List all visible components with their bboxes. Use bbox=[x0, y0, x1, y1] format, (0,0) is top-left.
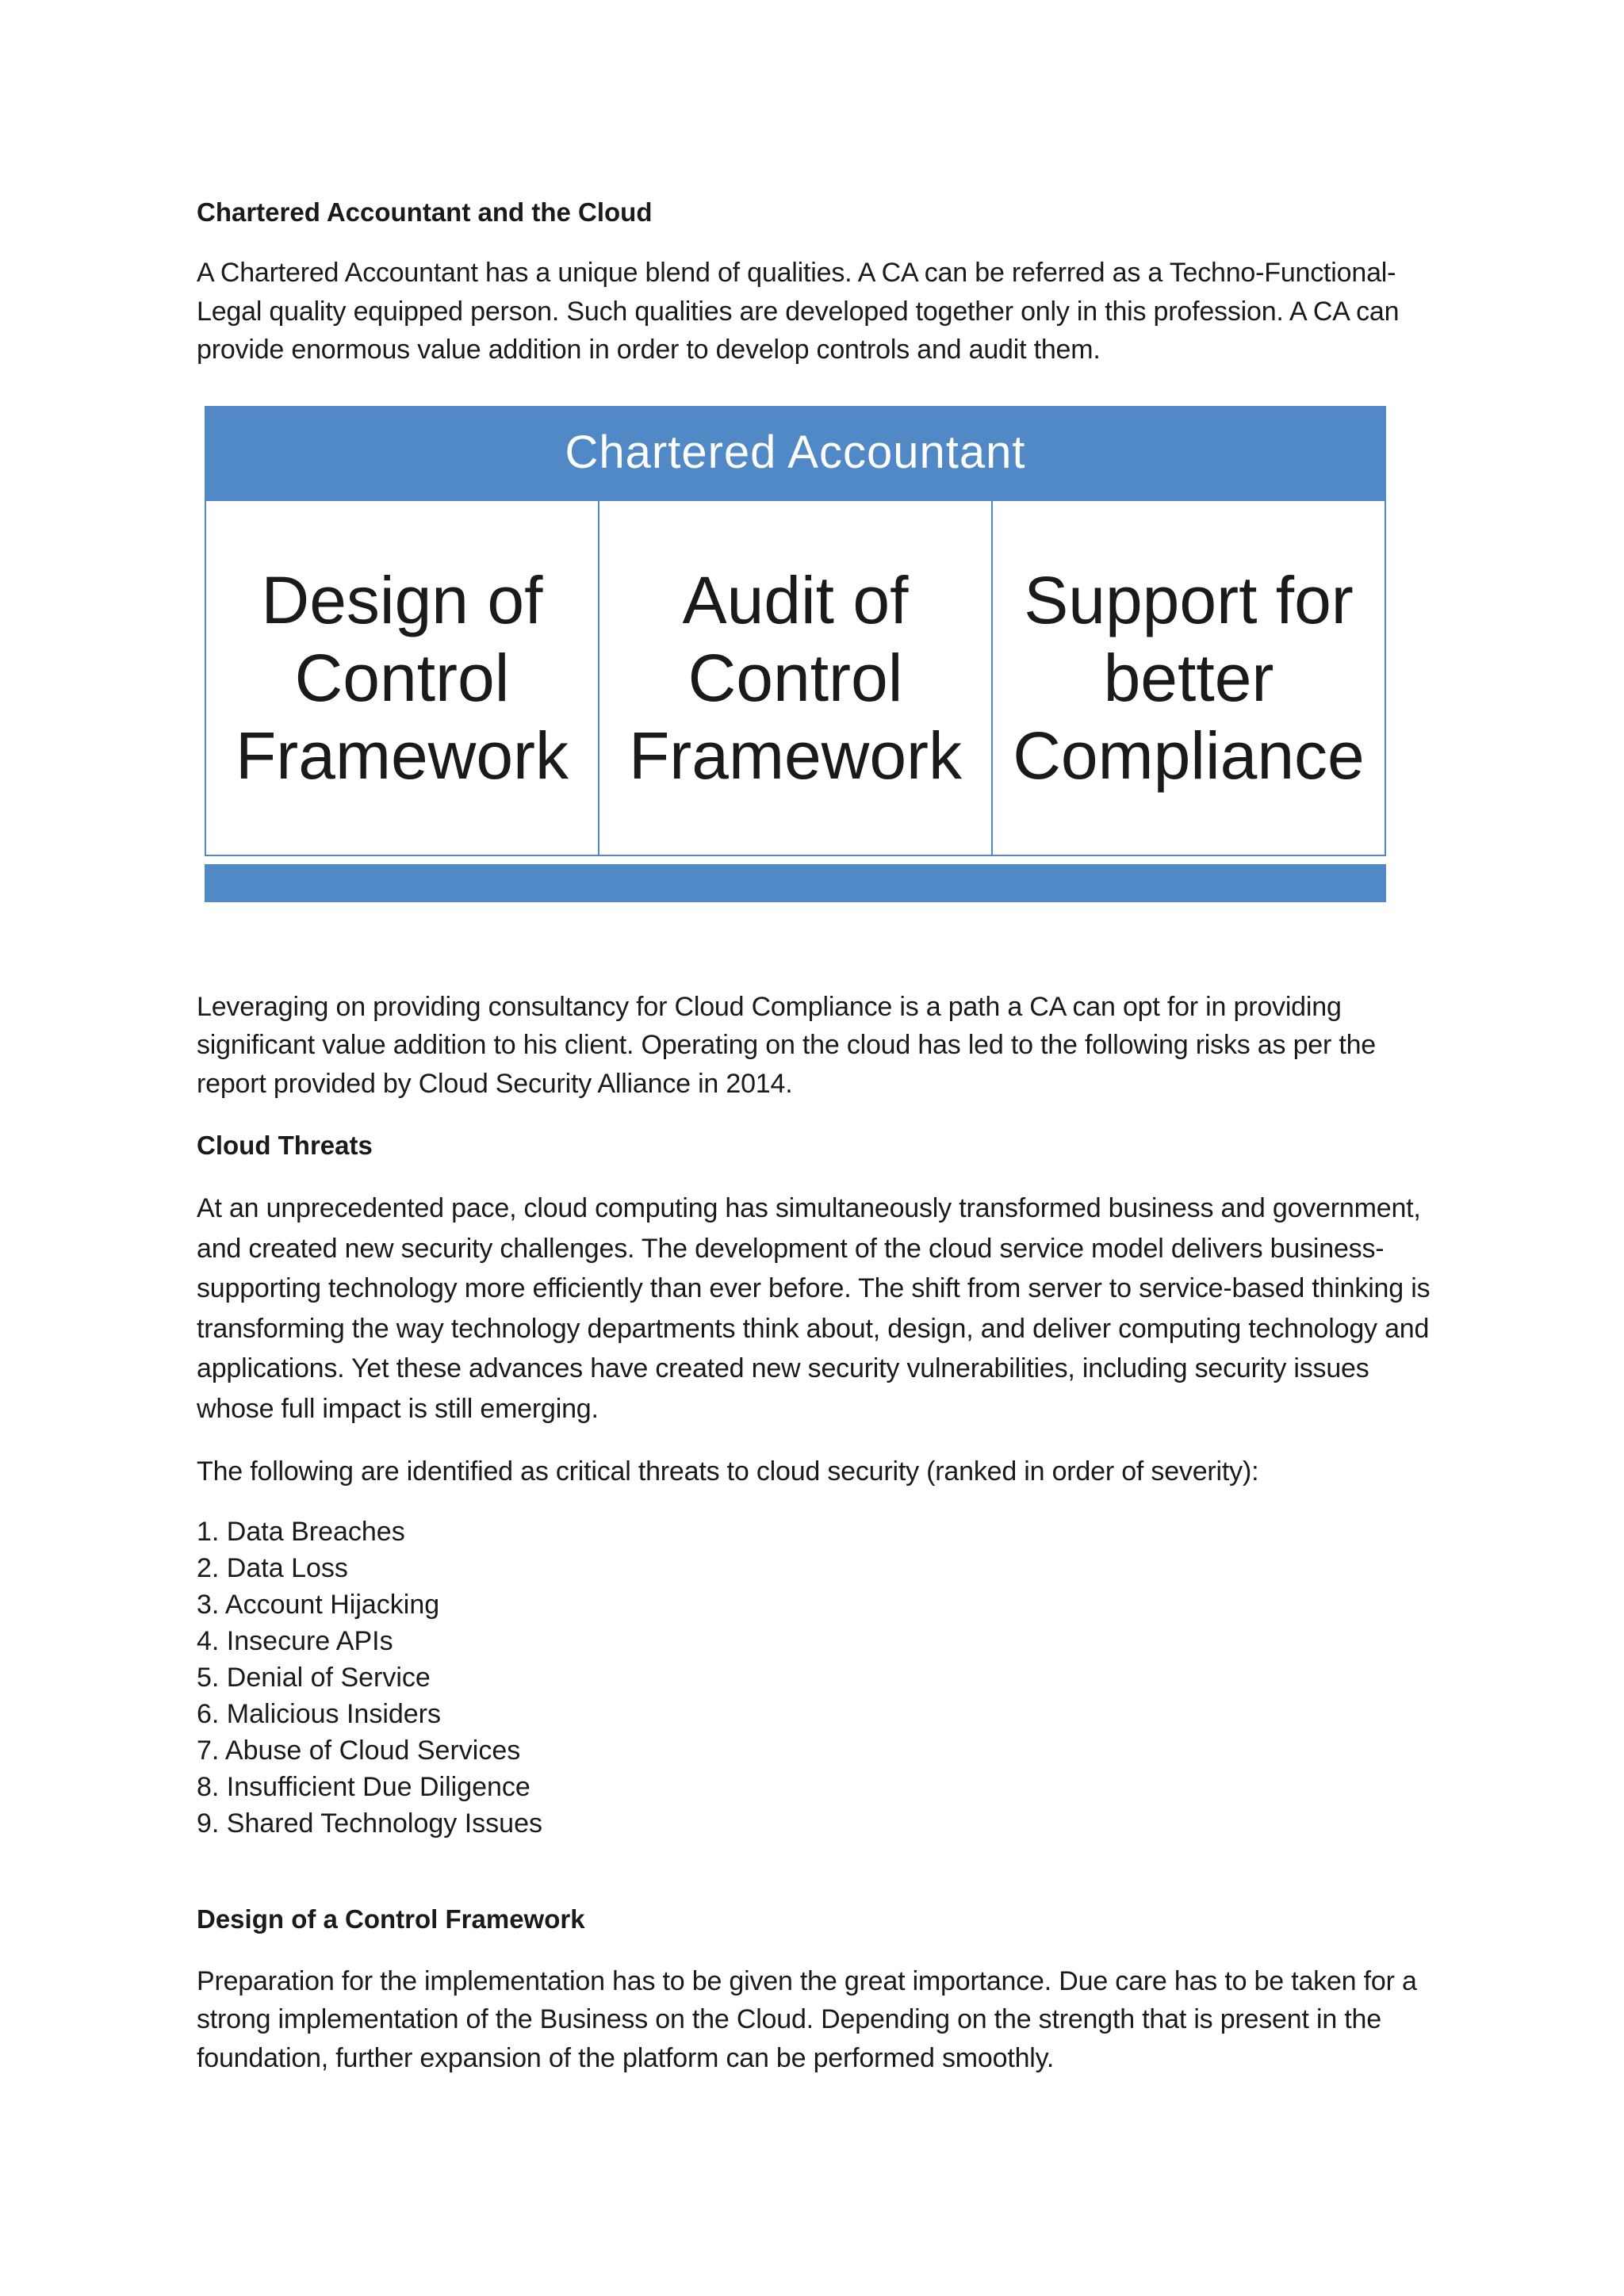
list-item: 8. Insufficient Due Diligence bbox=[197, 1771, 530, 1802]
box-text-line: Audit of bbox=[682, 562, 909, 637]
list-item: 2. Data Loss bbox=[197, 1552, 348, 1583]
section-heading-control-framework: Design of a Control Framework bbox=[197, 1904, 585, 1934]
box-text-line: Design of bbox=[261, 562, 543, 637]
section-paragraph: Leveraging on providing consultancy for Cloud Compliance is a path a CA can opt for in providing significant value addition to his client. Operating on the cloud has led to the following risks as per the report provided by Cloud Security Alliance in 2014. bbox=[197, 991, 1377, 1099]
section-paragraph: A Chartered Accountant has a unique blend of qualities. A CA can be referred as a Techno-Functional-Legal quality equipped person. Such qualities are developed together only in this profession. A CA can provide enormous value addition in order to develop controls and audit them. bbox=[197, 258, 1400, 365]
list-item: 6. Malicious Insiders bbox=[197, 1698, 442, 1729]
box-text-line: Framework bbox=[628, 718, 963, 793]
document-content bbox=[197, 193, 1434, 2077]
box-text-line: Control bbox=[688, 640, 903, 715]
section-heading-cloud-threats: Cloud Threats bbox=[197, 1131, 373, 1160]
section-paragraph: At an unprecedented pace, cloud computing has simultaneously transformed business and government, and created new security challenges. The development of the cloud service model delivers business-supporting technology more efficiently than ever before. The shift from server to service-based thinking is transforming the way technology departments think about, design, and deliver computing technology and applications. Yet these advances have created new security vulnerabilities, including security issues whose full impact is still emerging. bbox=[197, 1193, 1431, 1424]
ca-roles-diagram bbox=[205, 406, 1386, 902]
diagram-box-design bbox=[205, 499, 599, 856]
diagram-header: Chartered Accountant bbox=[205, 406, 1386, 499]
list-item: 5. Denial of Service bbox=[197, 1662, 431, 1693]
list-item: 4. Insecure APIs bbox=[197, 1625, 393, 1656]
box-text-line: Framework bbox=[235, 718, 569, 793]
threats-list-intro: The following are identified as critical threats to cloud security (ranked in order of severity): bbox=[197, 1456, 1259, 1487]
list-item: 9. Shared Technology Issues bbox=[197, 1808, 542, 1839]
list-item: 3. Account Hijacking bbox=[197, 1589, 440, 1620]
diagram-box-audit bbox=[598, 499, 993, 856]
list-item: 1. Data Breaches bbox=[197, 1516, 405, 1547]
threats-list bbox=[197, 1513, 1434, 1842]
diagram-box-support bbox=[991, 499, 1386, 856]
diagram-footer-bar bbox=[205, 864, 1386, 902]
diagram-boxes bbox=[205, 499, 1386, 856]
section-paragraph: Preparation for the implementation has to be given the great importance. Due care has to be taken for a strong implementation of the Business on the Cloud. Depending on the strength that is present in the foundation, further expansion of the platform can be performed smoothly. bbox=[197, 1965, 1417, 2073]
box-text-line: Support for bbox=[1024, 562, 1354, 637]
box-text-line: Compliance bbox=[1013, 718, 1365, 793]
box-text-line: better bbox=[1103, 640, 1274, 715]
box-text-line: Control bbox=[294, 640, 510, 715]
list-item: 7. Abuse of Cloud Services bbox=[197, 1735, 521, 1766]
section-heading-chartered-accountant: Chartered Accountant and the Cloud bbox=[197, 197, 653, 227]
